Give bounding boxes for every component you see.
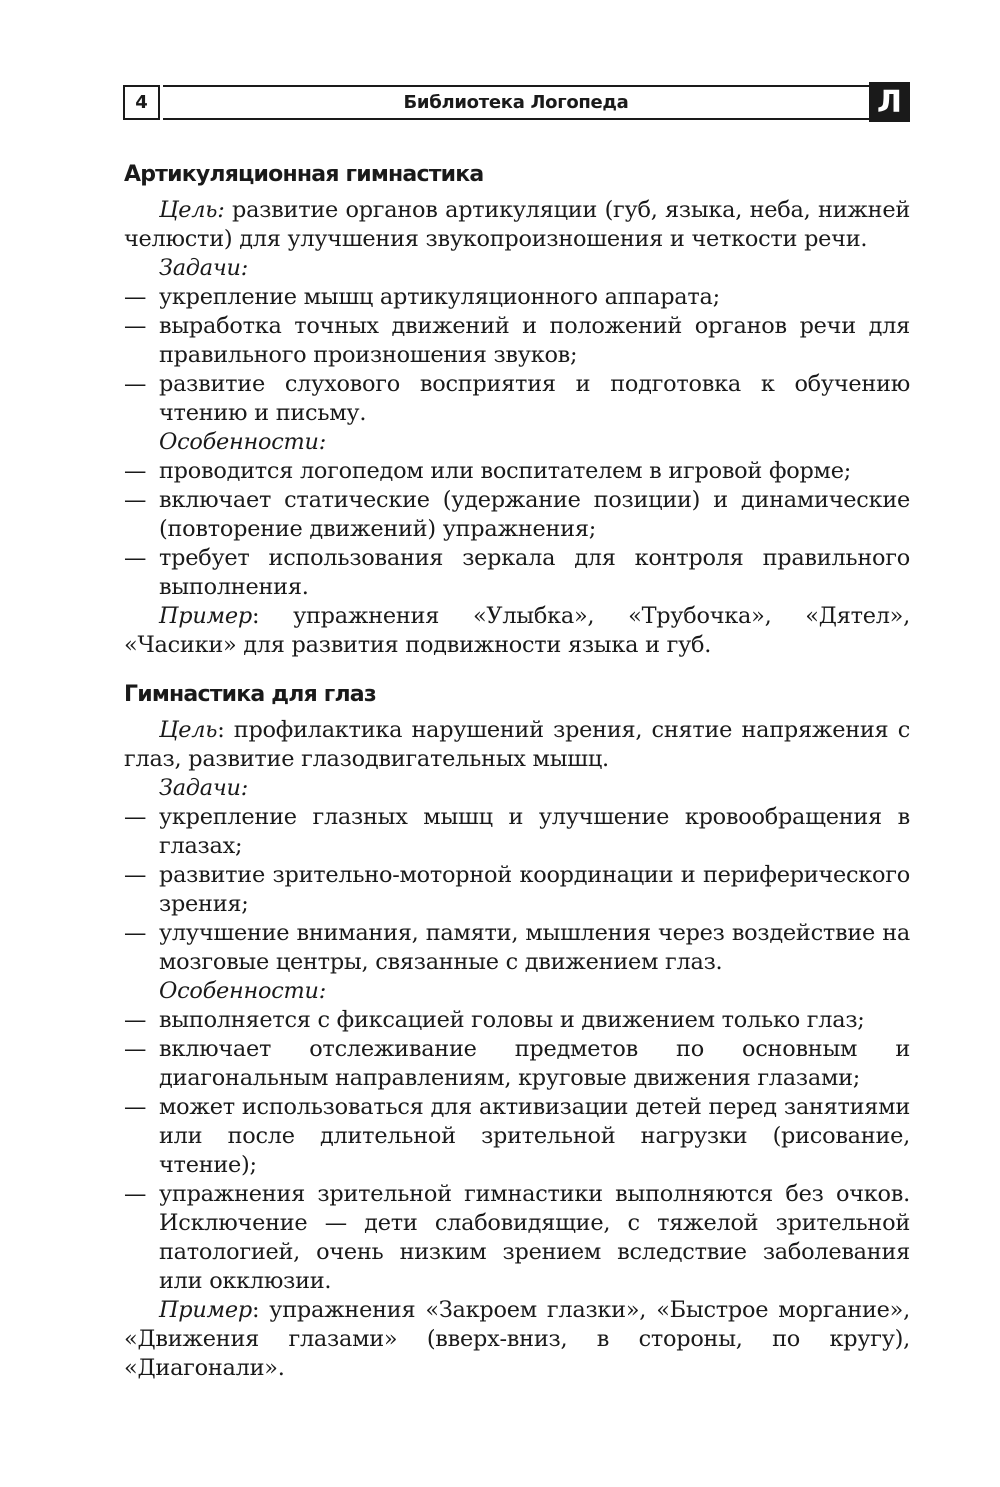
page-body bbox=[124, 150, 910, 1383]
features-list bbox=[124, 1006, 910, 1296]
list-item: — развитие слухового восприятия и подготовка к обучению чтению и письму. bbox=[124, 370, 910, 428]
list-item: — выполняется с фиксацией головы и движением только глаз; bbox=[124, 1006, 910, 1035]
page-number: 4 bbox=[123, 85, 160, 120]
tasks-label: Задачи: bbox=[159, 255, 248, 281]
list-item: — проводится логопедом или воспитателем в игровой форме; bbox=[124, 457, 910, 486]
list-item: — может использоваться для активизации детей перед занятиями или после длительной зрительной нагрузки (рисование, чтение); bbox=[124, 1093, 910, 1180]
list-item: — укрепление мышц артикуляционного аппарата; bbox=[124, 283, 910, 312]
example-label: Пример bbox=[159, 1297, 252, 1323]
list-item: — развитие зрительно-моторной координации и периферического зрения; bbox=[124, 861, 910, 919]
example-label: Пример bbox=[159, 603, 252, 629]
features-label: Особенности: bbox=[159, 978, 327, 1004]
running-title: Библиотека Логопеда bbox=[163, 85, 869, 120]
list-item: — включает статические (удержание позиции) и динамические (повторение движений) упражнения; bbox=[124, 486, 910, 544]
goal-paragraph bbox=[124, 196, 910, 254]
list-item: — укрепление глазных мышц и улучшение кровообращения в глазах; bbox=[124, 803, 910, 861]
list-item: — улучшение внимания, памяти, мышления через воздействие на мозговые центры, связанные с движением глаз. bbox=[124, 919, 910, 977]
section-title: Гимнастика для глаз bbox=[124, 682, 376, 707]
goal-label: Цель bbox=[159, 717, 218, 743]
series-logo-icon: Л bbox=[869, 82, 910, 122]
example-text: : упражнения «Улыбка», «Трубочка», «Дятел», «Часики» для развития подвижности языка и губ. bbox=[124, 603, 910, 658]
list-item: — включает отслеживание предметов по основным и диагональным направлениям, круговые движения глазами; bbox=[124, 1035, 910, 1093]
goal-text: : профилактика нарушений зрения, снятие напряжения с глаз, развитие глазодвигательных мышц. bbox=[124, 717, 910, 772]
list-item: — выработка точных движений и положений органов речи для правильного произношения звуков; bbox=[124, 312, 910, 370]
goal-text: развитие органов артикуляции (губ, языка, неба, нижней челюсти) для улучшения звукопроизношения и четкости речи. bbox=[124, 197, 910, 252]
goal-paragraph bbox=[124, 716, 910, 774]
section-title: Артикуляционная гимнастика bbox=[124, 162, 484, 187]
goal-label: Цель: bbox=[159, 197, 225, 223]
example-paragraph bbox=[124, 1296, 910, 1383]
list-item: — упражнения зрительной гимнастики выполняются без очков. Исключение — дети слабовидящие, с тяжелой зрительной патологией, очень низким зрением вследствие заболевания или окклюзии. bbox=[124, 1180, 910, 1296]
features-list bbox=[124, 457, 910, 602]
example-text: : упражнения «Закроем глазки», «Быстрое моргание», «Движения глазами» (вверх-вниз, в стороны, по кругу), «Диагонали». bbox=[124, 1297, 910, 1381]
example-paragraph bbox=[124, 602, 910, 660]
tasks-list bbox=[124, 803, 910, 977]
tasks-label: Задачи: bbox=[159, 775, 248, 801]
features-label: Особенности: bbox=[159, 429, 327, 455]
running-header bbox=[123, 82, 910, 122]
tasks-list bbox=[124, 283, 910, 428]
list-item: — требует использования зеркала для контроля правильного выполнения. bbox=[124, 544, 910, 602]
